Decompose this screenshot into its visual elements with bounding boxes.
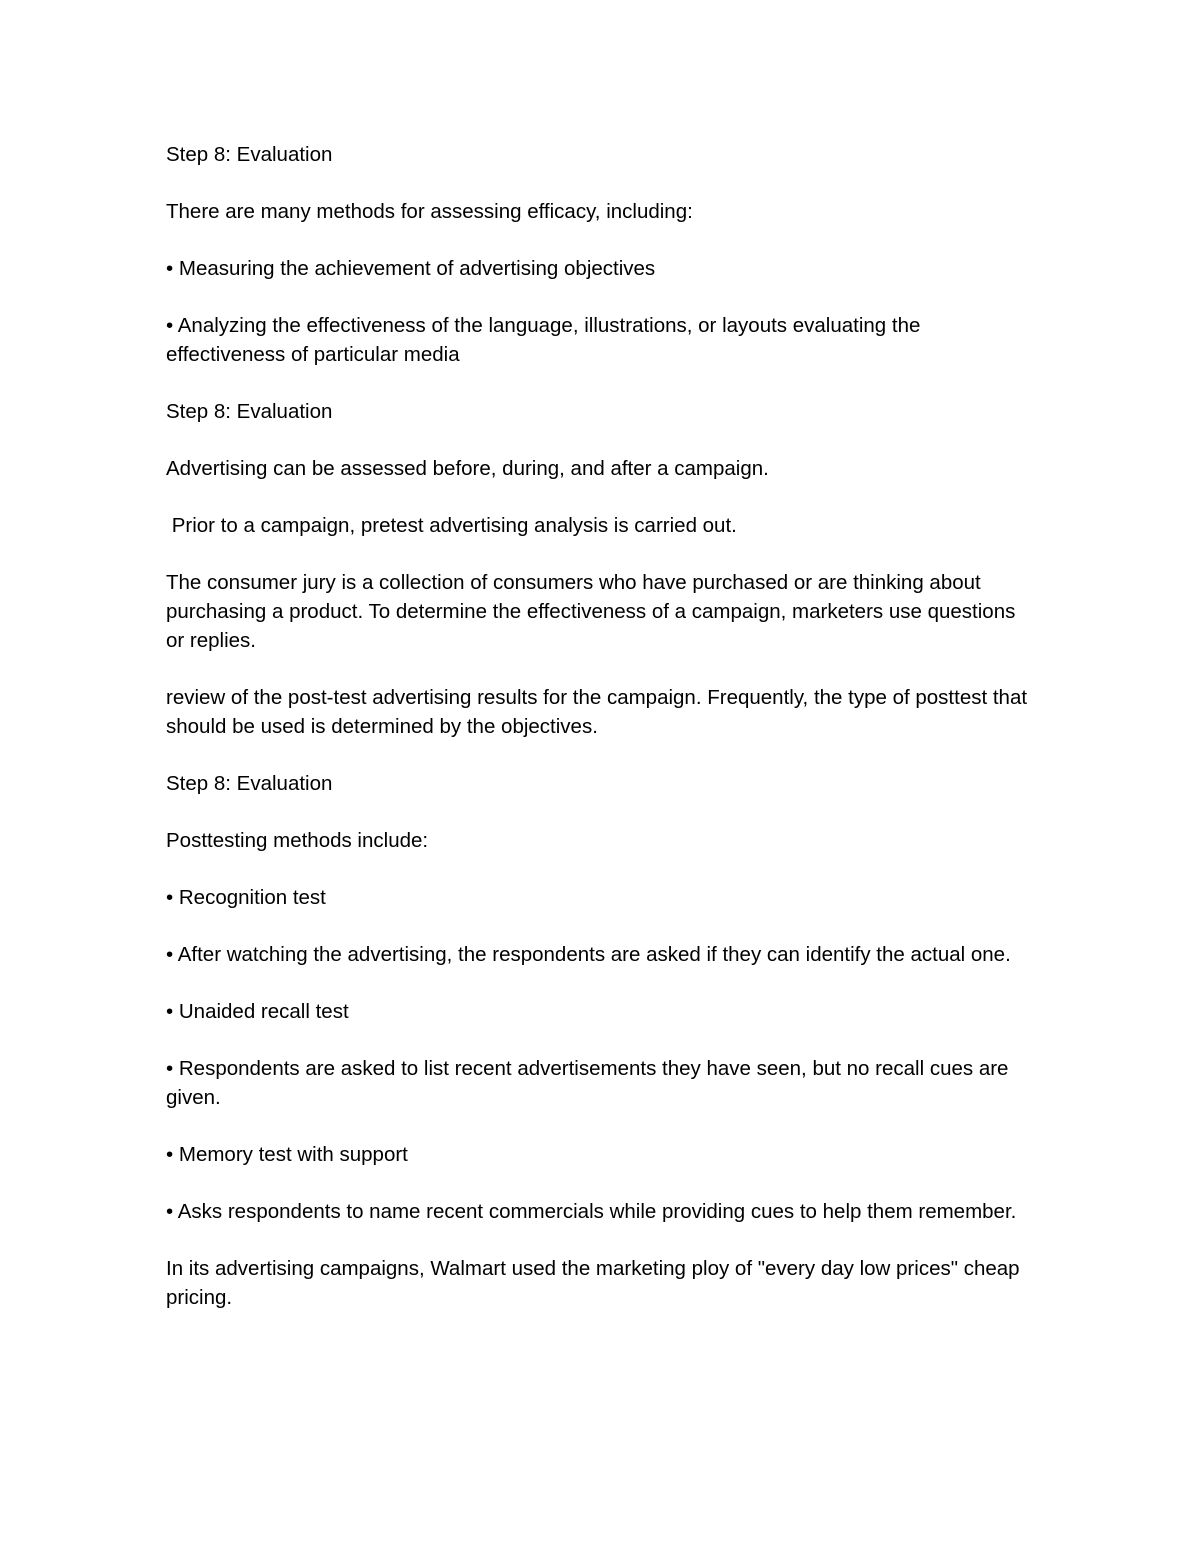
bullet-item: • After watching the advertising, the respondents are asked if they can identify the actual one. (166, 943, 1011, 966)
paragraph: Prior to a campaign, pretest advertising analysis is carried out. (166, 514, 737, 537)
section-heading: Step 8: Evaluation (166, 772, 333, 795)
paragraph: In its advertising campaigns, Walmart used the marketing ploy of "every day low prices" cheap pricing. (166, 1257, 1026, 1309)
bullet-item: • Recognition test (166, 886, 326, 909)
paragraph: Posttesting methods include: (166, 829, 429, 852)
section-heading: Step 8: Evaluation (166, 400, 333, 423)
bullet-item: • Memory test with support (166, 1143, 408, 1166)
paragraph: Advertising can be assessed before, during, and after a campaign. (166, 457, 769, 480)
bullet-item: • Unaided recall test (166, 1000, 349, 1023)
bullet-item: • Asks respondents to name recent commercials while providing cues to help them remember. (166, 1200, 1017, 1223)
paragraph: There are many methods for assessing efficacy, including: (166, 200, 693, 223)
section-heading: Step 8: Evaluation (166, 143, 333, 166)
bullet-item: • Analyzing the effectiveness of the language, illustrations, or layouts evaluating the effectiveness of particular media (166, 314, 927, 366)
paragraph: review of the post-test advertising results for the campaign. Frequently, the type of posttest that should be used is determined by the objectives. (166, 686, 1033, 738)
document-body (166, 140, 1036, 1340)
bullet-item: • Measuring the achievement of advertising objectives (166, 257, 656, 280)
paragraph: The consumer jury is a collection of consumers who have purchased or are thinking about purchasing a product. To determine the effectiveness of a campaign, marketers use questions or replies. (166, 571, 1022, 652)
bullet-item: • Respondents are asked to list recent advertisements they have seen, but no recall cues are given. (166, 1057, 1015, 1109)
